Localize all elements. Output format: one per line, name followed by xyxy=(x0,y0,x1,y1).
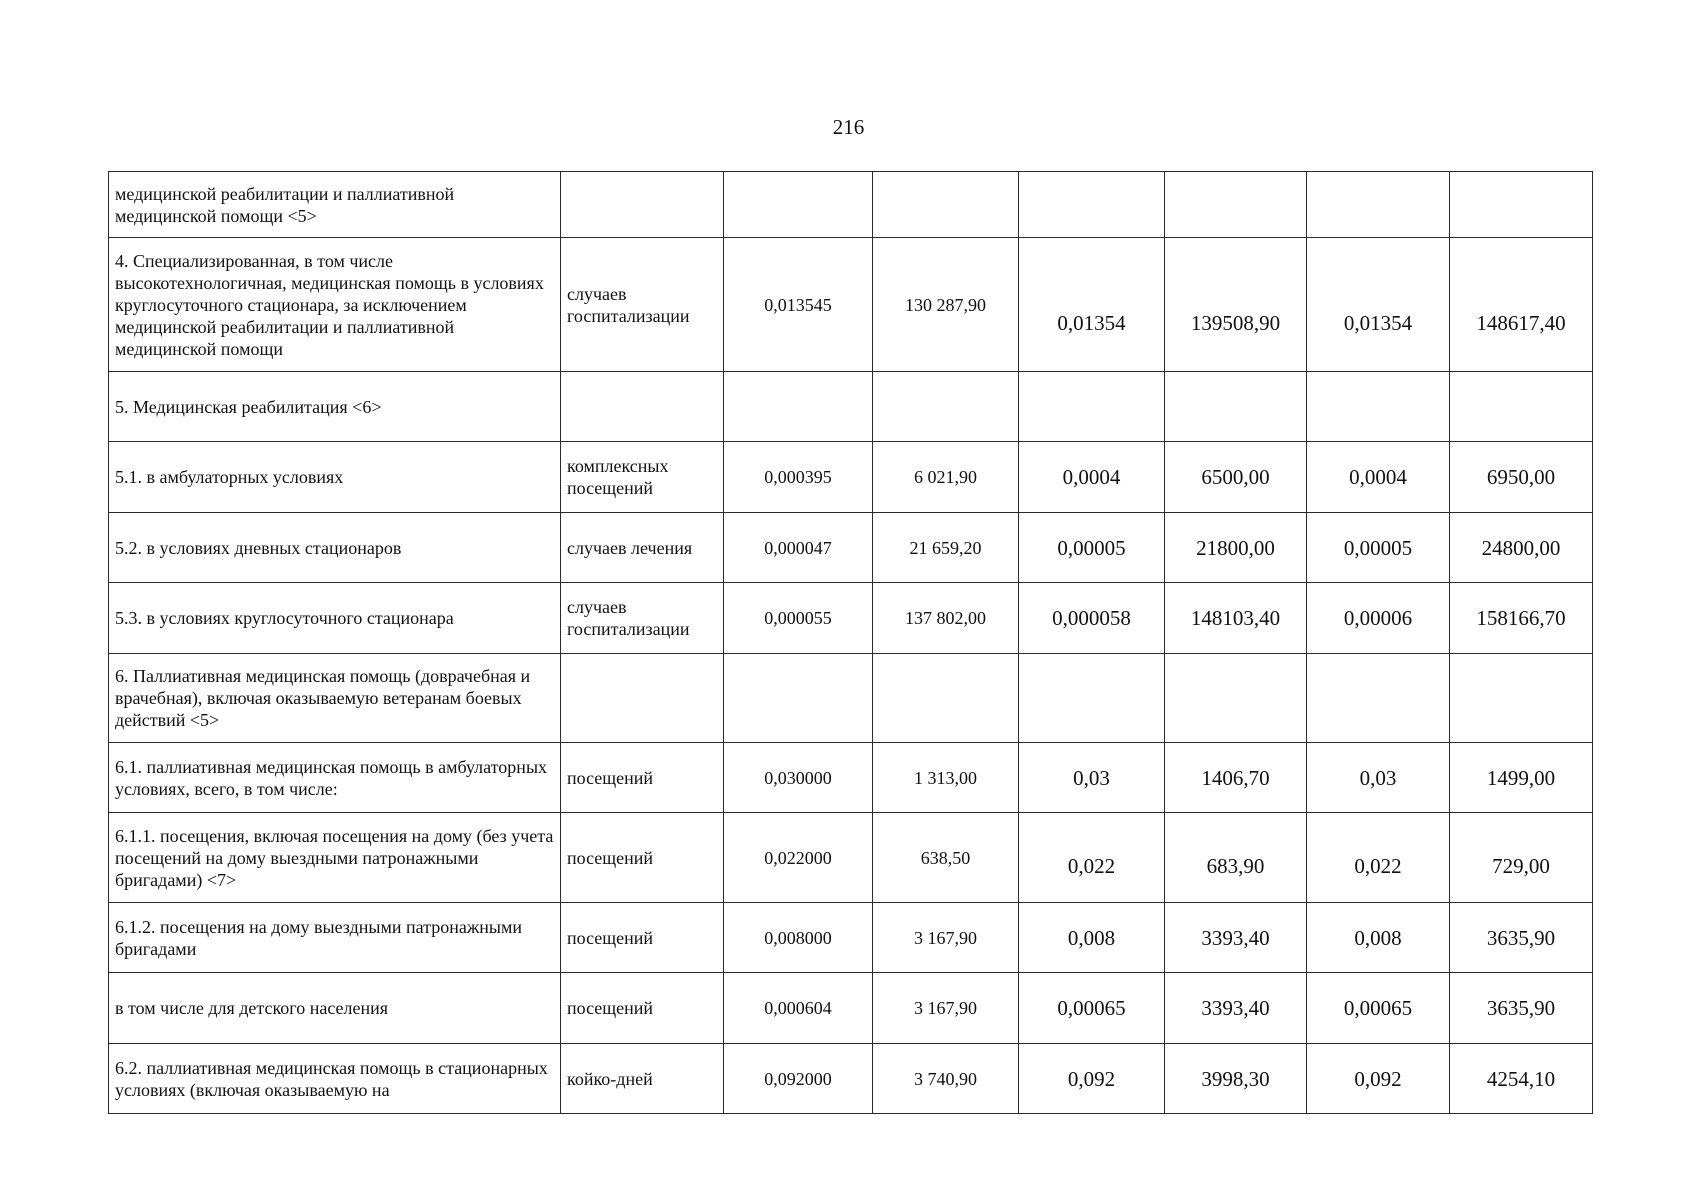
row-value-2: 3 740,90 xyxy=(873,1044,1019,1114)
table-row xyxy=(109,973,1593,1044)
row-value-6: 158166,70 xyxy=(1450,583,1593,654)
row-value-5: 0,01354 xyxy=(1307,238,1450,372)
row-value-4: 148103,40 xyxy=(1165,583,1307,654)
row-name: 6.1. паллиативная медицинская помощь в амбулаторных условиях, всего, в том числе: xyxy=(109,743,561,813)
row-unit: койко-дней xyxy=(561,1044,724,1114)
table-row xyxy=(109,813,1593,903)
row-value-1: 0,022000 xyxy=(724,813,873,903)
row-name: 6. Паллиативная медицинская помощь (доврачебная и врачебная), включая оказываемую ветеранам боевых действий <5> xyxy=(109,654,561,743)
row-name: 6.2. паллиативная медицинская помощь в стационарных условиях (включая оказываемую на xyxy=(109,1044,561,1114)
row-name: 4. Специализированная, в том числе высокотехнологичная, медицинская помощь в условиях круглосуточного стационара, за исключением медицинской реабилитации и паллиативной медицинской помощи xyxy=(109,238,561,372)
row-name: 6.1.2. посещения на дому выездными патронажными бригадами xyxy=(109,903,561,973)
row-value-3: 0,00005 xyxy=(1019,513,1165,583)
row-value-6 xyxy=(1450,372,1593,442)
row-name: медицинской реабилитации и паллиативной медицинской помощи <5> xyxy=(109,172,561,238)
row-unit xyxy=(561,654,724,743)
row-value-3: 0,000058 xyxy=(1019,583,1165,654)
row-value-3 xyxy=(1019,172,1165,238)
row-value-3: 0,092 xyxy=(1019,1044,1165,1114)
row-value-1: 0,000395 xyxy=(724,442,873,513)
row-value-6: 3635,90 xyxy=(1450,903,1593,973)
row-name: 6.1.1. посещения, включая посещения на дому (без учета посещений на дому выездными патронажными бригадами) <7> xyxy=(109,813,561,903)
table-row xyxy=(109,372,1593,442)
table-row xyxy=(109,654,1593,743)
row-name: 5.1. в амбулаторных условиях xyxy=(109,442,561,513)
row-value-5: 0,092 xyxy=(1307,1044,1450,1114)
row-unit: посещений xyxy=(561,813,724,903)
row-value-3 xyxy=(1019,654,1165,743)
row-value-6: 1499,00 xyxy=(1450,743,1593,813)
row-value-4: 1406,70 xyxy=(1165,743,1307,813)
table-row xyxy=(109,172,1593,238)
row-value-4: 683,90 xyxy=(1165,813,1307,903)
row-value-4: 3393,40 xyxy=(1165,973,1307,1044)
row-value-1: 0,008000 xyxy=(724,903,873,973)
row-value-3: 0,01354 xyxy=(1019,238,1165,372)
row-name: 5.2. в условиях дневных стационаров xyxy=(109,513,561,583)
row-unit: посещений xyxy=(561,903,724,973)
row-value-5 xyxy=(1307,172,1450,238)
row-value-2: 137 802,00 xyxy=(873,583,1019,654)
row-value-5: 0,008 xyxy=(1307,903,1450,973)
row-value-1 xyxy=(724,654,873,743)
table-row xyxy=(109,583,1593,654)
row-value-4 xyxy=(1165,372,1307,442)
row-value-3 xyxy=(1019,372,1165,442)
row-value-4: 139508,90 xyxy=(1165,238,1307,372)
row-value-6: 24800,00 xyxy=(1450,513,1593,583)
row-value-1: 0,000047 xyxy=(724,513,873,583)
row-value-5: 0,03 xyxy=(1307,743,1450,813)
row-value-4: 3393,40 xyxy=(1165,903,1307,973)
row-value-3: 0,0004 xyxy=(1019,442,1165,513)
row-value-4: 6500,00 xyxy=(1165,442,1307,513)
row-value-4 xyxy=(1165,654,1307,743)
row-value-4 xyxy=(1165,172,1307,238)
row-unit: случаев госпитализации xyxy=(561,238,724,372)
row-name: 5.3. в условиях круглосуточного стационара xyxy=(109,583,561,654)
row-value-2 xyxy=(873,172,1019,238)
row-value-6: 4254,10 xyxy=(1450,1044,1593,1114)
row-value-3: 0,008 xyxy=(1019,903,1165,973)
row-unit: посещений xyxy=(561,973,724,1044)
table-row xyxy=(109,1044,1593,1114)
row-value-5: 0,022 xyxy=(1307,813,1450,903)
row-value-6: 6950,00 xyxy=(1450,442,1593,513)
row-value-1 xyxy=(724,372,873,442)
page-number: 216 xyxy=(832,115,865,139)
data-table xyxy=(108,171,1593,1114)
row-value-2: 638,50 xyxy=(873,813,1019,903)
row-value-3: 0,03 xyxy=(1019,743,1165,813)
row-value-2: 1 313,00 xyxy=(873,743,1019,813)
row-value-1: 0,030000 xyxy=(724,743,873,813)
table-row xyxy=(109,743,1593,813)
row-value-1: 0,000055 xyxy=(724,583,873,654)
row-value-2: 6 021,90 xyxy=(873,442,1019,513)
row-value-1: 0,092000 xyxy=(724,1044,873,1114)
row-value-4: 3998,30 xyxy=(1165,1044,1307,1114)
row-value-6: 148617,40 xyxy=(1450,238,1593,372)
row-unit: случаев лечения xyxy=(561,513,724,583)
row-value-5: 0,00005 xyxy=(1307,513,1450,583)
row-value-6: 729,00 xyxy=(1450,813,1593,903)
row-value-6 xyxy=(1450,654,1593,743)
row-name: в том числе для детского населения xyxy=(109,973,561,1044)
row-value-5 xyxy=(1307,372,1450,442)
row-value-5: 0,00006 xyxy=(1307,583,1450,654)
table-row xyxy=(109,442,1593,513)
row-value-2 xyxy=(873,372,1019,442)
row-value-3: 0,022 xyxy=(1019,813,1165,903)
table-row xyxy=(109,903,1593,973)
row-value-3: 0,00065 xyxy=(1019,973,1165,1044)
row-value-5: 0,0004 xyxy=(1307,442,1450,513)
row-value-1 xyxy=(724,172,873,238)
row-value-1: 0,013545 xyxy=(724,238,873,372)
row-unit: случаев госпитализации xyxy=(561,583,724,654)
row-value-2: 21 659,20 xyxy=(873,513,1019,583)
row-unit xyxy=(561,372,724,442)
table-row xyxy=(109,513,1593,583)
row-value-6: 3635,90 xyxy=(1450,973,1593,1044)
row-value-2: 3 167,90 xyxy=(873,973,1019,1044)
row-unit xyxy=(561,172,724,238)
row-value-2: 3 167,90 xyxy=(873,903,1019,973)
row-value-6 xyxy=(1450,172,1593,238)
row-name: 5. Медицинская реабилитация <6> xyxy=(109,372,561,442)
row-value-2 xyxy=(873,654,1019,743)
row-value-2: 130 287,90 xyxy=(873,238,1019,372)
row-value-1: 0,000604 xyxy=(724,973,873,1044)
row-unit: посещений xyxy=(561,743,724,813)
table-row xyxy=(109,238,1593,372)
row-value-5 xyxy=(1307,654,1450,743)
row-value-5: 0,00065 xyxy=(1307,973,1450,1044)
row-unit: комплексных посещений xyxy=(561,442,724,513)
row-value-4: 21800,00 xyxy=(1165,513,1307,583)
